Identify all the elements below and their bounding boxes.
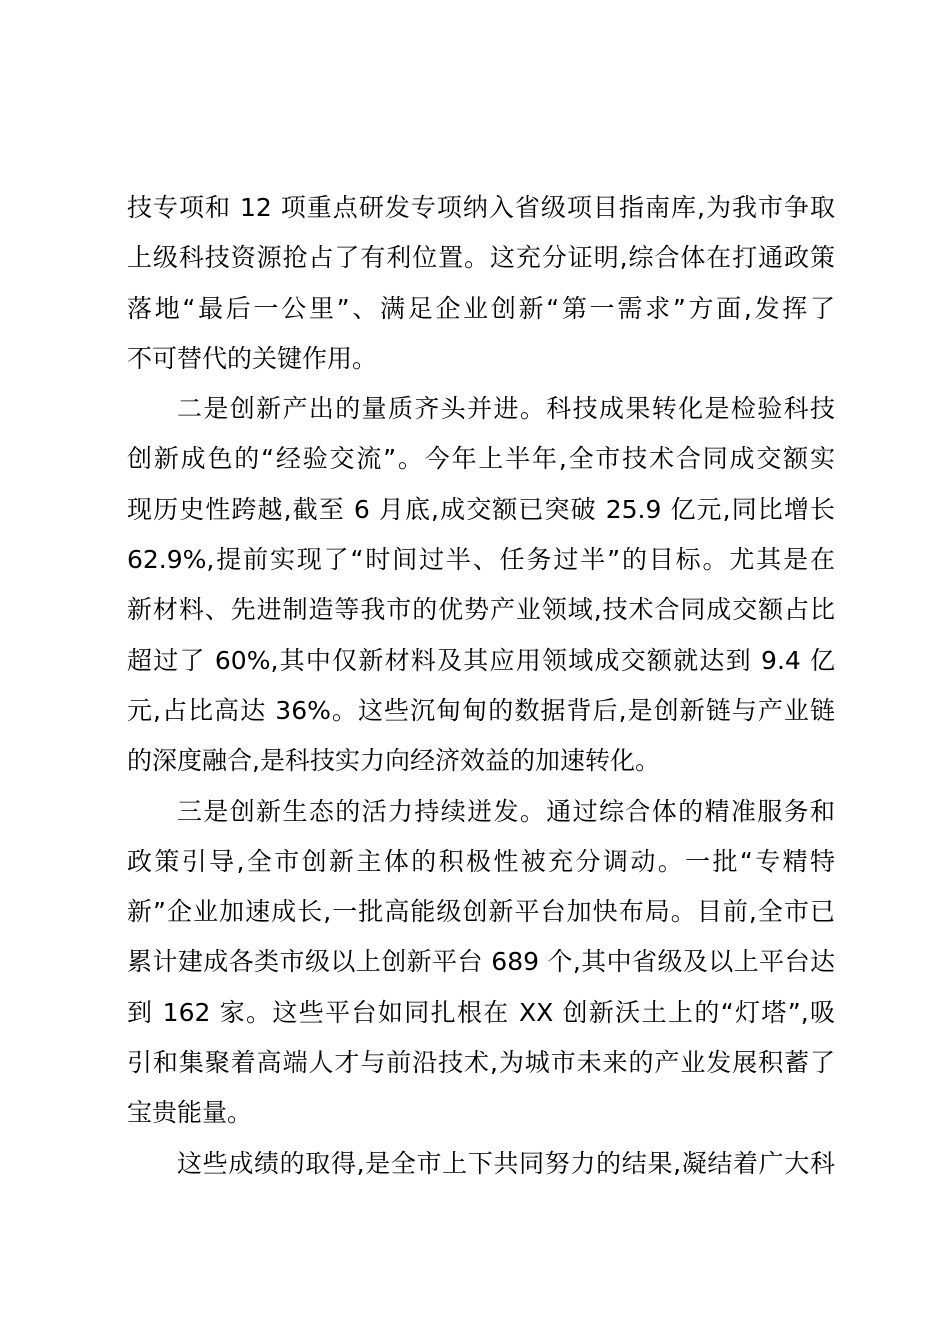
paragraph-first-line: 这些成绩的取得,是全市上下共同努力的结果,凝结着广大科 — [177, 1148, 835, 1178]
text-line: 累计建成各类市级以上创新平台 689 个,其中省级及以上平台达 — [127, 947, 835, 977]
text-line: 技专项和 12 项重点研发专项纳入省级项目指南库,为我市争取 — [127, 193, 835, 222]
text-line: 不可替代的关键作用。 — [127, 343, 378, 373]
text-line: 新材料、先进制造等我市的优势产业领域,技术合同成交额占比 — [127, 595, 835, 625]
document-body — [127, 183, 835, 1189]
text-line: 宝贵能量。 — [127, 1098, 253, 1128]
text-line: 引和集聚着高端人才与前沿技术,为城市未来的产业发展积蓄了 — [127, 1048, 835, 1078]
text-line: 元,占比高达 36%。这些沉甸甸的数据背后,是创新链与产业链 — [127, 695, 835, 725]
text-line: 的深度融合,是科技实力向经济效益的加速转化。 — [127, 746, 660, 776]
paragraph-first-line: 二是创新产出的量质齐头并进。科技成果转化是检验科技 — [177, 394, 835, 424]
text-line: 新”企业加速成长,一批高能级创新平台加快布局。目前,全市已 — [127, 897, 835, 927]
paragraph-first-line: 三是创新生态的活力持续迸发。通过综合体的精准服务和 — [177, 796, 835, 826]
text-line: 落地“最后一公里”、满足企业创新“第一需求”方面,发挥了 — [127, 293, 835, 323]
text-line: 超过了 60%,其中仅新材料及其应用领域成交额就达到 9.4 亿 — [127, 645, 835, 675]
text-line: 政策引导,全市创新主体的积极性被充分调动。一批“专精特 — [127, 846, 835, 876]
text-line: 现历史性跨越,截至 6 月底,成交额已突破 25.9 亿元,同比增长 — [127, 494, 835, 524]
text-line: 上级科技资源抢占了有利位置。这充分证明,综合体在打通政策 — [127, 243, 835, 273]
text-line: 到 162 家。这些平台如同扎根在 XX 创新沃土上的“灯塔”,吸 — [127, 997, 835, 1027]
text-line: 62.9%,提前实现了“时间过半、任务过半”的目标。尤其是在 — [127, 545, 835, 575]
text-line: 创新成色的“经验交流”。今年上半年,全市技术合同成交额实 — [127, 444, 835, 474]
